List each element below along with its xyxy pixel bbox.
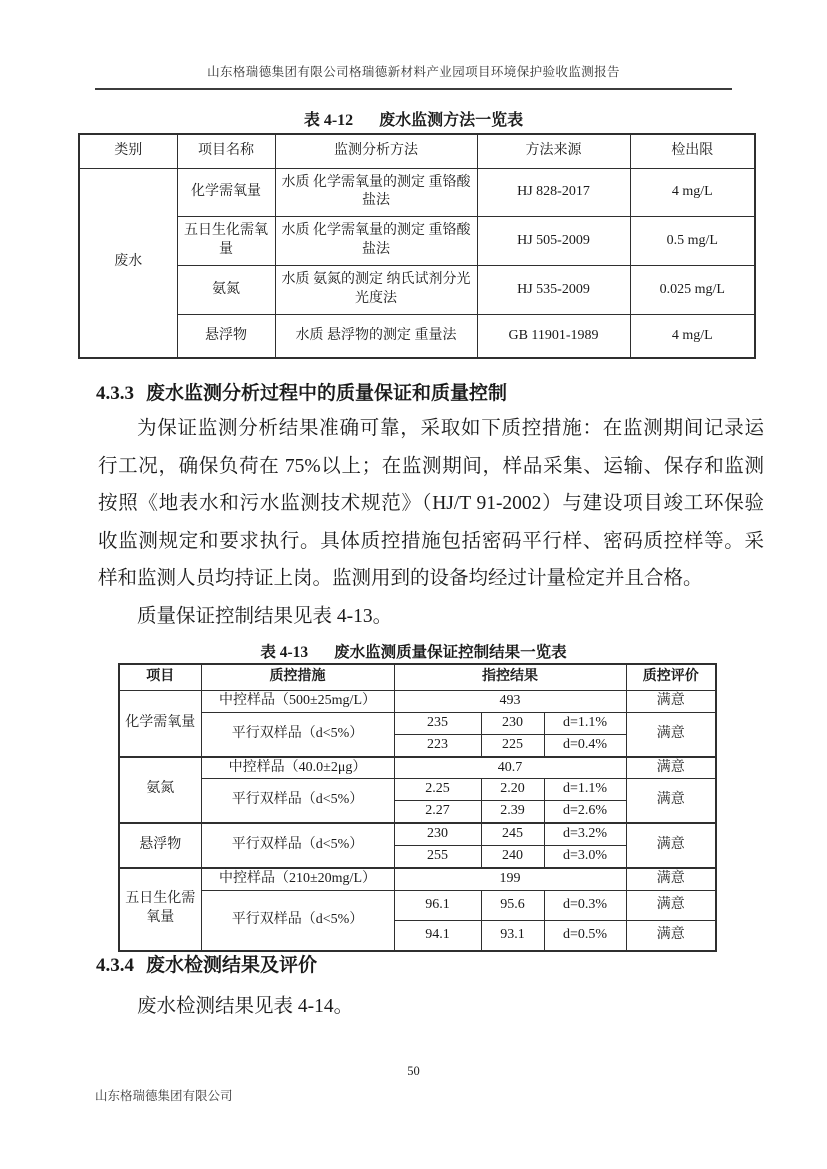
cell-source: GB 11901-1989: [477, 314, 630, 358]
cell-eval: 满意: [626, 890, 716, 920]
column-header-result: 指控结果: [394, 664, 626, 690]
cell-measure: 平行双样品（d<5%）: [201, 712, 394, 756]
qc-paragraph: [98, 410, 764, 636]
cell-item-name: 化学需氧量: [177, 168, 275, 217]
cell-result: d=0.4%: [544, 734, 626, 756]
cell-measure: 平行双样品（d<5%）: [201, 823, 394, 868]
column-header-method: 监测分析方法: [275, 134, 477, 168]
paragraph-line: 按照《地表水和污水监测技术规范》（HJ/T 91-2002）与建设项目竣工环保验: [98, 493, 764, 515]
paragraph-line: 行工况，确保负荷在 75%以上；在监测期间，样品采集、运输、保存和监测: [98, 455, 764, 477]
column-header-limit: 检出限: [630, 134, 755, 168]
table-header-row: [79, 134, 755, 168]
column-header-source: 方法来源: [477, 134, 630, 168]
cell-method: 水质 悬浮物的测定 重量法: [275, 314, 477, 358]
section-number: 4.3.3: [96, 383, 134, 404]
cell-item-name: 氨氮: [177, 266, 275, 315]
table1-caption: [0, 107, 827, 130]
table-row: [119, 757, 716, 779]
qc-results-table: [118, 663, 717, 952]
cell-method: 水质 化学需氧量的测定 重铬酸盐法: [275, 168, 477, 217]
cell-result: 40.7: [394, 757, 626, 779]
cell-measure: 平行双样品（d<5%）: [201, 890, 394, 950]
cell-result: 223: [394, 734, 481, 756]
cell-project: 化学需氧量: [119, 690, 201, 756]
table-row: [119, 712, 716, 734]
section-title: 废水监测分析过程中的质量保证和质量控制: [146, 383, 508, 404]
section-number: 4.3.4: [96, 955, 134, 976]
table-row: [79, 217, 755, 266]
cell-measure: 中控样品（210±20mg/L）: [201, 868, 394, 890]
results-reference-paragraph: 废水检测结果见表 4-14。: [137, 996, 354, 1017]
wastewater-methods-table: [78, 133, 756, 359]
cell-limit: 0.5 mg/L: [630, 217, 755, 266]
cell-eval: 满意: [626, 823, 716, 868]
footer-company-name: 山东格瑞德集团有限公司: [95, 1089, 233, 1103]
cell-result: 2.27: [394, 801, 481, 823]
cell-source: HJ 828-2017: [477, 168, 630, 217]
cell-result: 199: [394, 868, 626, 890]
page-header-title: 山东格瑞德集团有限公司格瑞德新材料产业园项目环境保护验收监测报告: [207, 65, 620, 79]
table-header-row: [119, 664, 716, 690]
table-row: [119, 690, 716, 712]
cell-method: 水质 化学需氧量的测定 重铬酸盐法: [275, 217, 477, 266]
cell-method: 水质 氨氮的测定 纳氏试剂分光光度法: [275, 266, 477, 315]
section-heading-433: [96, 378, 507, 405]
column-header-category: 类别: [79, 134, 177, 168]
cell-project: 氨氮: [119, 757, 201, 824]
cell-category: 废水: [79, 168, 177, 358]
header-rule: [95, 88, 732, 90]
cell-result: d=3.2%: [544, 823, 626, 845]
cell-result: 240: [481, 846, 544, 868]
cell-item-name: 悬浮物: [177, 314, 275, 358]
cell-result: d=1.1%: [544, 712, 626, 734]
cell-result: d=0.3%: [544, 890, 626, 920]
column-header-item: 项目名称: [177, 134, 275, 168]
table-row: [119, 823, 716, 845]
section-heading-434: [96, 950, 317, 977]
table-row: [119, 779, 716, 801]
cell-project: 悬浮物: [119, 823, 201, 868]
column-header-eval: 质控评价: [626, 664, 716, 690]
table-row: [79, 168, 755, 217]
cell-result: 235: [394, 712, 481, 734]
cell-result: 93.1: [481, 920, 544, 950]
table2-caption-label: 表 4-13: [260, 644, 309, 661]
cell-result: d=0.5%: [544, 920, 626, 950]
cell-measure: 中控样品（500±25mg/L）: [201, 690, 394, 712]
cell-measure: 中控样品（40.0±2μg）: [201, 757, 394, 779]
table1-caption-title: 废水监测方法一览表: [379, 112, 524, 129]
cell-result: 230: [394, 823, 481, 845]
cell-result: 230: [481, 712, 544, 734]
table-row: [79, 314, 755, 358]
cell-result: 2.39: [481, 801, 544, 823]
cell-eval: 满意: [626, 868, 716, 890]
section-title: 废水检测结果及评价: [146, 955, 318, 976]
table1-caption-label: 表 4-12: [303, 112, 354, 129]
cell-eval: 满意: [626, 920, 716, 950]
table-row: [119, 890, 716, 920]
cell-result: d=2.6%: [544, 801, 626, 823]
qc-results-reference-line: 质量保证控制结果见表 4-13。: [137, 605, 393, 627]
cell-eval: 满意: [626, 712, 716, 756]
cell-result: 245: [481, 823, 544, 845]
cell-result: d=3.0%: [544, 846, 626, 868]
cell-measure: 平行双样品（d<5%）: [201, 779, 394, 823]
cell-limit: 4 mg/L: [630, 314, 755, 358]
cell-project: 五日生化需氧量: [119, 868, 201, 951]
cell-result: 493: [394, 690, 626, 712]
cell-result: 255: [394, 846, 481, 868]
cell-item-name: 五日生化需氧量: [177, 217, 275, 266]
table2-caption: [0, 640, 827, 662]
paragraph-line: 为保证监测分析结果准确可靠，采取如下质控措施：在监测期间记录运: [137, 418, 764, 439]
cell-eval: 满意: [626, 757, 716, 779]
cell-result: 94.1: [394, 920, 481, 950]
column-header-project: 项目: [119, 664, 201, 690]
cell-limit: 0.025 mg/L: [630, 266, 755, 315]
column-header-measure: 质控措施: [201, 664, 394, 690]
paragraph-line: 收监测规定和要求执行。具体质控措施包括密码平行样、密码质控样等。采: [98, 530, 764, 552]
cell-result: 2.25: [394, 779, 481, 801]
cell-result: 225: [481, 734, 544, 756]
page-number: 50: [407, 1064, 420, 1078]
cell-source: HJ 535-2009: [477, 266, 630, 315]
table2-caption-title: 废水监测质量保证控制结果一览表: [334, 644, 567, 661]
table-row: [119, 868, 716, 890]
cell-eval: 满意: [626, 779, 716, 823]
cell-limit: 4 mg/L: [630, 168, 755, 217]
cell-result: 2.20: [481, 779, 544, 801]
cell-result: 96.1: [394, 890, 481, 920]
cell-eval: 满意: [626, 690, 716, 712]
cell-result: d=1.1%: [544, 779, 626, 801]
cell-source: HJ 505-2009: [477, 217, 630, 266]
paragraph-line: 样和监测人员均持证上岗。监测用到的设备均经过计量检定并且合格。: [98, 568, 703, 590]
table-row: [79, 266, 755, 315]
cell-result: 95.6: [481, 890, 544, 920]
